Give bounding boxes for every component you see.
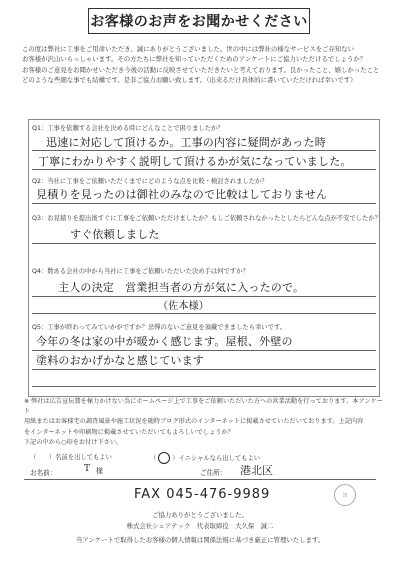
name-address-row (24, 462, 376, 480)
name-honorific: 様 (96, 467, 103, 475)
option-label: 名前を出してもよい (55, 454, 112, 461)
question-3: Q3：お見積りを提出後すぐに工事をご依頼いただけましたか？もしご依頼されなかったとしたらどんな点が不安でしたか？ (32, 215, 381, 222)
option-initials-ok[interactable]: （ ）イニシャルなら出してもよい (150, 452, 260, 464)
notice-line: ※ 弊社は広告宣伝費を極力かけない為にホームページ上で工事をご依頼いただいた方への営業活動を行っております。本アンケート (24, 398, 383, 416)
answer-line (32, 386, 376, 387)
answer-line (32, 313, 376, 314)
answer-2-line-1: 見積りを見ったのは御社のみなので比較はしておりません (36, 188, 328, 201)
fax-number: FAX 045-476-9989 (134, 487, 271, 502)
question-2: Q2：当社に工事をご依頼いただくまでにどのような点を比較・検討されましたか？ (32, 178, 268, 185)
notice-line: 下記の中から○印をお付け下さい。 (24, 438, 123, 446)
intro-line: どのような些細な事でも結構です。是非ご協力お願い致します。（出来るだけ具体的に書いていただければ幸いです） (22, 76, 357, 85)
address-value[interactable]: 港北区 (240, 464, 273, 477)
address-label: ご住所： (200, 469, 227, 477)
thanks-text: ご協力ありがとうございました。 (152, 511, 248, 519)
answer-3-line-1: すぐ依頼しました (70, 228, 160, 241)
option-name-ok[interactable]: （ ）名前を出してもよい (30, 454, 112, 461)
option-label: イニシャルなら出してもよい (178, 455, 261, 462)
answer-line (32, 369, 376, 370)
stamp-mark: 済 (334, 484, 356, 506)
name-label: お名前： (30, 469, 57, 477)
answer-1-line-1: 迅速に対応して頂けるか。工事の内容に疑問があった時 (46, 136, 326, 149)
intro-line: この度は弊社に工事をご用命いただき、誠にありがとうございました。世の中には弊社の様なサービスをご存知ない (22, 45, 355, 53)
company-name: 株式会社シェアテック 代表取締役 大久保 誠二 (126, 522, 274, 530)
notice-line: 用紙またはお客様宅の調査風景や施工状況を随時ブログ形式のインターネットに掲載させていただいております。上記内容 (24, 418, 364, 426)
privacy-footer: 当アンケートで取得したお客様の個人情報は関係法規に基づき厳正に管理いたします。 (75, 536, 325, 544)
intro-line: お客様のご意見をお聞かせいただき今後の活動に反映させていただきたいと考えております。良かったこと、嬉しかったこと (22, 65, 380, 74)
answer-4-line-1: 主人の決定 営業担当者の方が気に入ったので。 (58, 281, 305, 294)
question-4: Q4：数ある会社の中から当社に工事をご依頼いただいた決め手は何ですか？ (32, 268, 249, 275)
answer-5-line-1: 今年の冬は家の中が暖かく感じます。屋根、外壁の (36, 335, 293, 348)
question-5: Q5：工事が終わってみていかがですか？忌憚のないご意見を頂戴できましたら幸いです。 (32, 324, 286, 331)
page-title: お客様のお声をお聞かせください (88, 8, 310, 34)
publication-notice (24, 397, 384, 448)
answer-line (32, 169, 376, 170)
answer-line (32, 150, 376, 151)
answer-line (32, 350, 376, 351)
notice-line: をインターネットや印刷物に掲載させていただいてもよろしいでしょうか？ (24, 428, 234, 436)
answer-line (32, 243, 376, 244)
intro-line: お客様が沢山いらっしゃいます。その方たちに弊社を知っていただくためのアンケートにご協力いただけるでしょうか？ (22, 55, 367, 64)
answer-1-line-2: 丁寧にわかりやすく説明して頂けるかが気になっていました。 (38, 155, 352, 168)
answer-4-line-2: （佐本様） (158, 301, 209, 312)
intro-text (22, 44, 382, 86)
answer-line (32, 203, 376, 204)
answer-5-line-2: 塗料のおかげかなと感じています (36, 354, 204, 367)
question-1: Q1：工事を依頼する会社を決める時にどんなことで困りましたか？ (32, 125, 224, 132)
name-value[interactable]: T (84, 464, 91, 474)
